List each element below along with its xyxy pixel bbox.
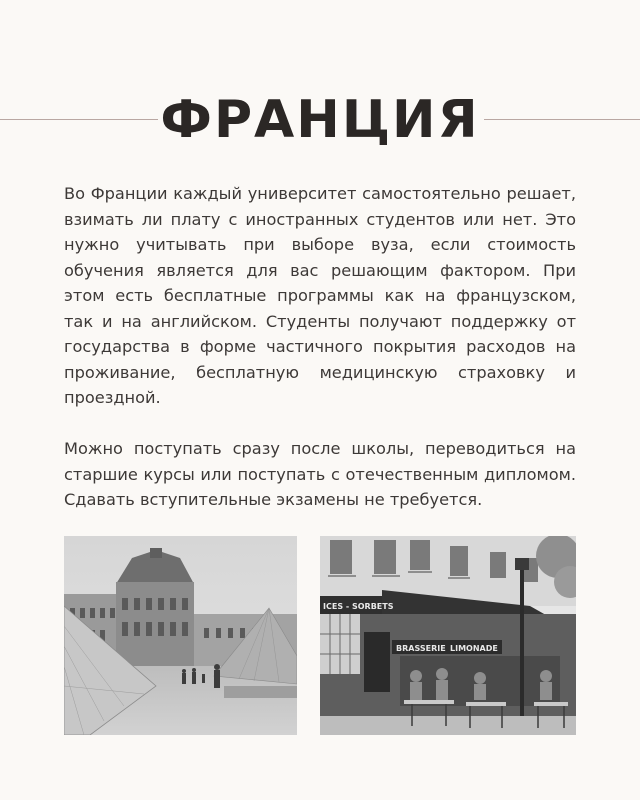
sign-ices-sorbets: ICES - SORBETS: [323, 602, 394, 611]
louvre-image: [64, 536, 297, 735]
sign-brasserie: BRASSERIE: [396, 644, 446, 653]
brasserie-photo: [320, 536, 576, 735]
brasserie-image: [320, 536, 576, 735]
page-title: ФРАНЦИЯ: [160, 90, 480, 150]
title-rule-right: [484, 119, 640, 120]
paragraph-admission: Можно поступать сразу после школы, переводиться на старшие курсы или поступать с отечественным дипломом. Сдавать вступительные экзамены не требуется.: [64, 439, 576, 509]
header: [0, 88, 640, 152]
sign-limonade: LIMONADE: [450, 644, 498, 653]
paragraph-tuition: Во Франции каждый университет самостоятельно решает, взимать ли плату с иностранных студентов или нет. Это нужно учитывать при выборе вуза, если стоимость обучения является для вас решающим фактором. При этом есть бесплатные программы как на французском, так и на английском. Студенты получают поддержку от государства в форме частичного покрытия расходов на проживание, бесплатную медицинскую страховку и проездной.: [64, 184, 576, 407]
louvre-photo: [64, 536, 297, 735]
